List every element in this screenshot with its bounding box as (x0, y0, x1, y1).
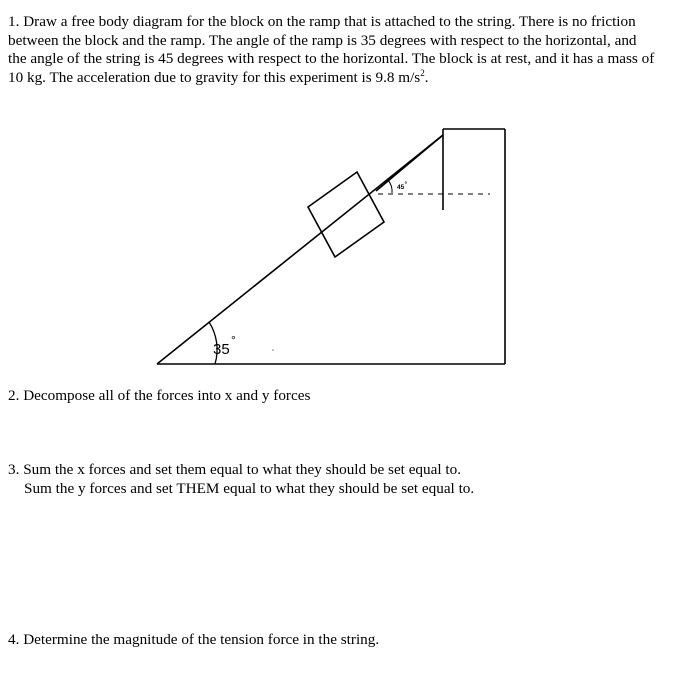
stray-mark (272, 349, 274, 351)
question-2: 2. Decompose all of the forces into x and y forces (8, 387, 311, 404)
question-1-text: 1. Draw a free body diagram for the block on the ramp that is attached to the string. There is no friction between the block and the ramp. The angle of the ramp is 35 degrees with respect to the horizontal, and the angle of the string is 45 degrees with respect to the horizontal. The block is at rest, and it has a mass of 10 kg. The acceleration due to gravity for this experiment is 9.8 m/s (8, 13, 655, 86)
string-angle-degree-symbol: ° (404, 181, 408, 188)
question-1-end: . (424, 68, 429, 86)
string-angle-label: 45 (397, 184, 405, 191)
question-4: 4. Determine the magnitude of the tension force in the string. (8, 631, 380, 648)
string (376, 135, 443, 191)
block (308, 172, 384, 257)
question-3-line-2: Sum the y forces and set THEM equal to what they should be set equal to. (24, 480, 475, 497)
string-angle-arc (388, 180, 392, 193)
question-1-superscript: 2 (420, 67, 425, 78)
ramp-incline-line (157, 135, 443, 364)
ramp-angle-label: 35 (213, 341, 230, 358)
question-3 (8, 460, 474, 498)
question-3-line-1: 3. Sum the x forces and set them equal to what they should be set equal to. (8, 461, 461, 478)
ramp-angle-degree-symbol: ° (231, 333, 236, 347)
